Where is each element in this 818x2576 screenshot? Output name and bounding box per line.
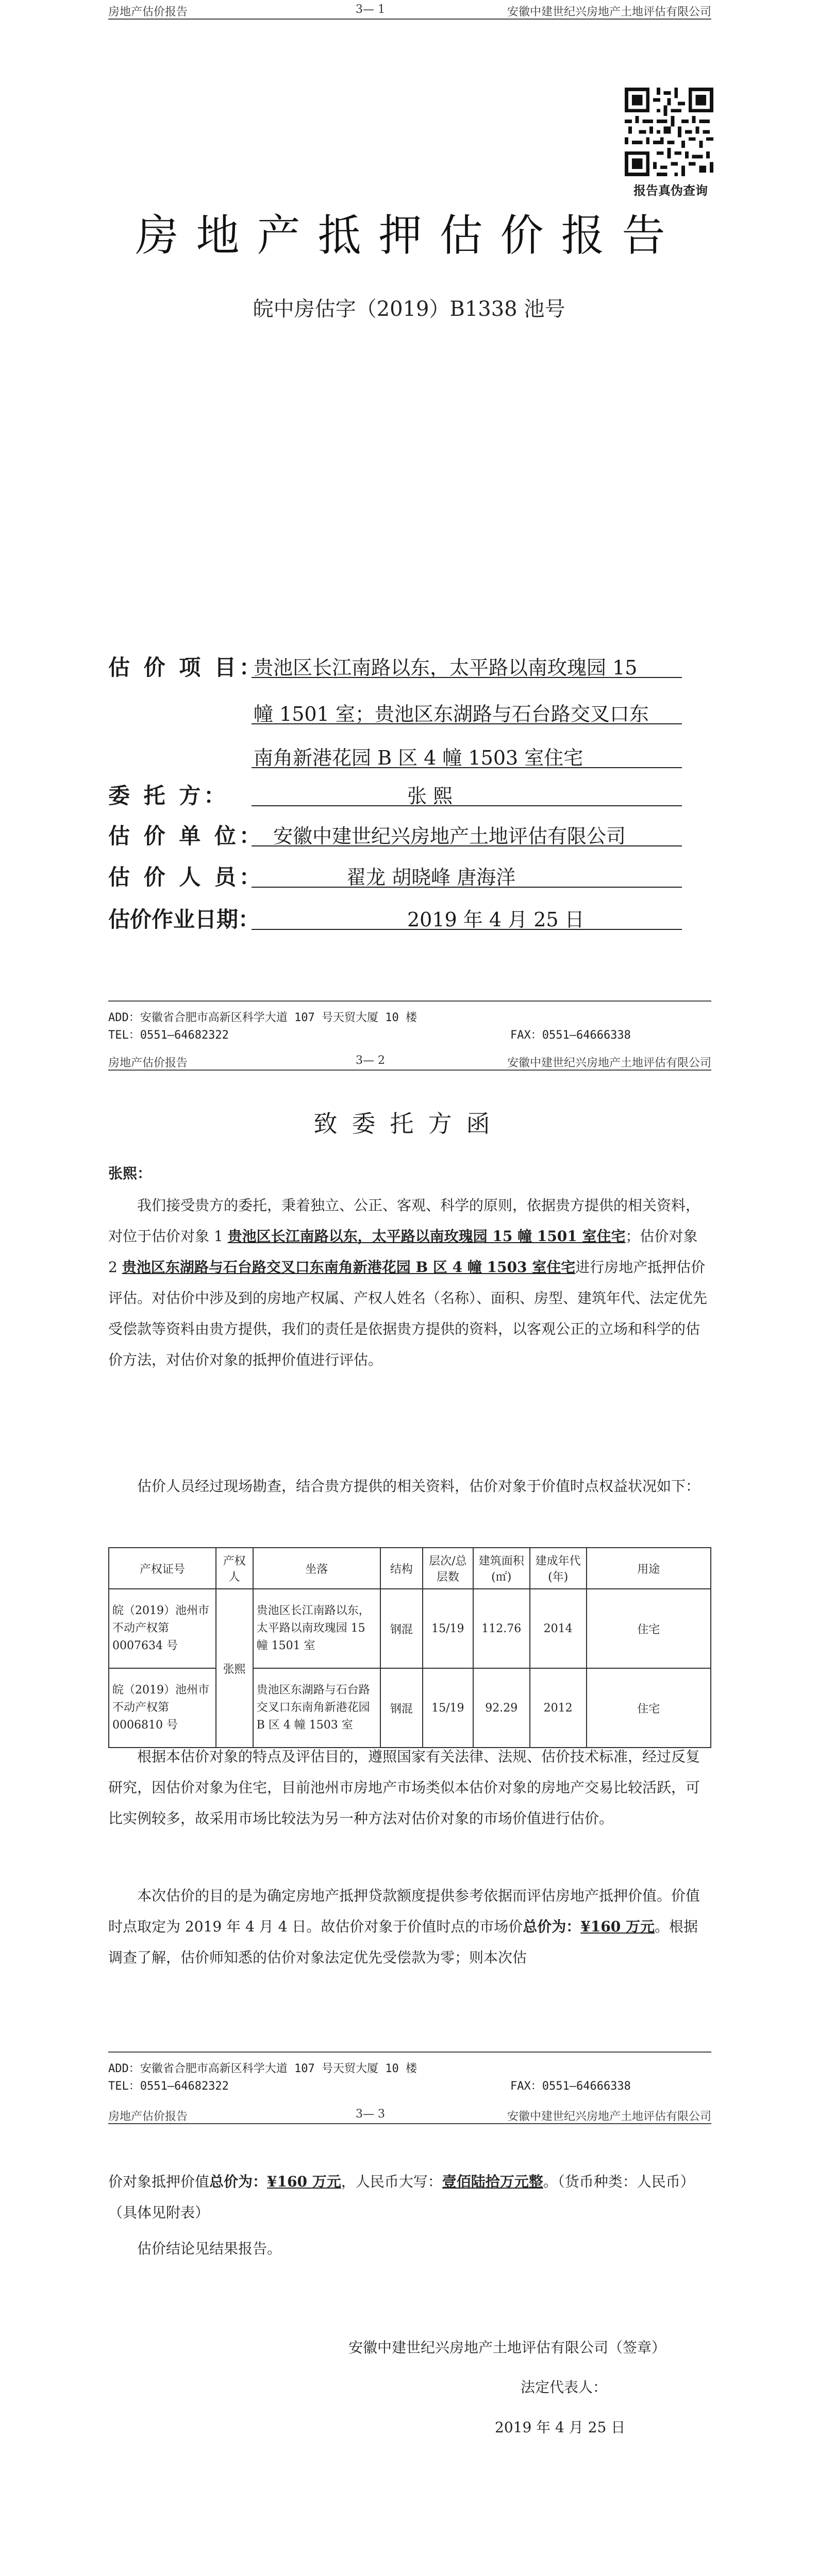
col-header: 建成年代(年) [530, 1548, 587, 1589]
signature-date: 2019 年 4 月 25 日 [495, 2419, 626, 2436]
cell-area: 92.29 [473, 1668, 530, 1748]
letter-paragraph-3: 根据本估价对象的特点及评估目的，遵照国家有关法律、法规、估价技术标准，经过反复研究，因估价对象为住宅，目前池州市房地产市场类似本估价对象的房地产交易比较活跃，可比实例较多，故采用市场比较法为另一种方法对估价对象的市场价值进行估价。 [108, 1748, 700, 1827]
cell-year: 2014 [530, 1589, 587, 1668]
document-number: 皖中房估字（2019）B1338 池号 [253, 297, 565, 321]
field-label-work-date: 估价作业日期： [108, 907, 260, 932]
cell-use: 住宅 [587, 1589, 711, 1668]
cell-floors: 15/19 [423, 1589, 473, 1668]
p5-label-total: 总价为： [209, 2173, 268, 2190]
col-header: 产权人 [216, 1548, 253, 1589]
page-footer [108, 2052, 711, 2098]
underline [252, 677, 682, 678]
footer-fax: FAX：0551—64666338 [510, 2080, 631, 2093]
signature-company: 安徽中建世纪兴房地产土地评估有限公司（签章） [348, 2339, 666, 2356]
cell-structure: 钢混 [380, 1668, 423, 1748]
letter-title: 致委托方函 [313, 1110, 505, 1138]
p4-label-total: 总价为： [523, 1918, 581, 1935]
cell-use: 住宅 [587, 1668, 711, 1748]
field-label-client: 委 托 方： [108, 783, 229, 808]
page-header [108, 2105, 711, 2124]
field-label-project: 估 价 项 目： [108, 655, 264, 680]
mortgage-value-uppercase: 壹佰陆拾万元整 [442, 2173, 543, 2190]
field-label-appraiser-unit: 估 价 单 位： [108, 823, 264, 849]
p5-text-a: 价对象抵押价值 [108, 2173, 210, 2190]
cell-owner: 张熙 [216, 1589, 253, 1748]
letter-paragraph-4 [108, 1880, 711, 1973]
page-1 [0, 0, 818, 1046]
letter-paragraph-1 [108, 1190, 711, 1376]
field-value-appraiser-unit: 安徽中建世纪兴房地产土地评估有限公司 [273, 825, 626, 848]
letter-paragraph-5 [108, 2166, 711, 2228]
header-page-number: 3— 2 [356, 1054, 385, 1067]
underline [252, 845, 682, 846]
p4-text-d: 。根据调查了解，估价师知悉的估价对象法定优先受偿款为零；则本次估 [108, 1918, 698, 1966]
p5-text-d: ，人民币大写： [341, 2173, 442, 2190]
cell-structure: 钢混 [380, 1589, 423, 1668]
table-row [109, 1589, 711, 1668]
field-value-client: 张 熙 [407, 785, 453, 807]
col-header: 坐落 [253, 1548, 380, 1589]
header-right: 安徽中建世纪兴房地产土地评估有限公司 [507, 2110, 711, 2123]
footer-tel: TEL：0551—64682322 [108, 1029, 229, 1042]
underline [252, 805, 682, 806]
letter-paragraph-6: 估价结论见结果报告。 [137, 2240, 282, 2257]
qr-caption: 报告真伪查询 [633, 183, 708, 198]
col-header: 层次/总层数 [423, 1548, 473, 1589]
header-left: 房地产估价报告 [108, 1057, 188, 1070]
cell-location: 贵池区东湖路与石台路交叉口东南角新港花园 B 区 4 幢 1503 室 [253, 1668, 380, 1748]
header-right: 安徽中建世纪兴房地产土地评估有限公司 [507, 1057, 711, 1070]
header-page-number: 3— 3 [356, 2108, 385, 2121]
page-header [108, 1051, 711, 1071]
cell-year: 2012 [530, 1668, 587, 1748]
appraisal-object-2: 贵池区东湖路与石台路交叉口东南角新港花园 B 区 4 幢 1503 室住宅 [122, 1259, 576, 1276]
underline [252, 887, 682, 888]
p1-text-a: 我们接受贵方的委托，秉着独立、公正、客观、科学的原则，依据贵方提供的相关资料，对位于估价对象 1 [108, 1197, 700, 1245]
p1-text-c: 进行房地产抵押估价评估。对估价中涉及到的房地产权属、产权人姓名（名称）、面积、房型、建筑年代、法定优先受偿款等资料由贵方提供，我们的责任是依据贵方提供的资料，以客观公正的立场和科学的估价方法，对估价对象的抵押价值进行评估。 [108, 1259, 708, 1368]
footer-fax: FAX：0551—64666338 [510, 1029, 631, 1042]
header-right: 安徽中建世纪兴房地产土地评估有限公司 [507, 6, 711, 19]
p1-text-b: ；估价对象 2 [108, 1228, 698, 1276]
col-header: 结构 [380, 1548, 423, 1589]
page-header [108, 0, 711, 20]
footer-address: ADD：安徽省合肥市高新区科学大道 107 号天贸大厦 10 楼 [108, 1011, 417, 1024]
field-label-appraisers: 估 价 人 员： [108, 865, 264, 890]
table-row [109, 1668, 711, 1748]
cell-floors: 15/19 [423, 1668, 473, 1748]
underline [252, 723, 682, 724]
cell-cert: 皖（2019）池州市不动产权第 0007634 号 [109, 1589, 216, 1668]
field-value-project-line1: 贵池区长江南路以东，太平路以南玫瑰园 15 [254, 656, 638, 679]
underline [252, 929, 682, 930]
page-footer [108, 1001, 711, 1047]
cell-location: 贵池区长江南路以东，太平路以南玫瑰园 15 幢 1501 室 [253, 1589, 380, 1668]
col-header: 建筑面积(㎡) [473, 1548, 530, 1589]
property-table [108, 1547, 711, 1748]
underline [252, 767, 682, 768]
field-value-work-date: 2019 年 4 月 25 日 [407, 908, 585, 931]
report-title: 房地产抵押估价报告 [135, 210, 683, 261]
cell-cert: 皖（2019）池州市不动产权第 0006810 号 [109, 1668, 216, 1748]
field-value-project-line2: 幢 1501 室；贵池区东湖路与石台路交叉口东 [254, 703, 649, 725]
mortgage-value-total: ¥160 万元 [267, 2173, 341, 2190]
p5-text-f: 。（货币种类：人民币）（具体见附表） [108, 2173, 695, 2221]
footer-tel: TEL：0551—64682322 [108, 2080, 229, 2093]
appraisal-object-1: 贵池区长江南路以东，太平路以南玫瑰园 15 幢 1501 室住宅 [227, 1228, 626, 1245]
letter-paragraph-2: 估价人员经过现场勘查，结合贵方提供的相关资料，估价对象于价值时点权益状况如下： [137, 1478, 700, 1495]
signature-legal-rep: 法定代表人： [521, 2379, 608, 2396]
field-value-appraisers: 翟龙 胡晓峰 唐海洋 [346, 866, 516, 889]
market-value-total: ¥160 万元 [580, 1918, 655, 1935]
letter-salutation: 张熙： [108, 1165, 152, 1182]
col-header: 用途 [587, 1548, 711, 1589]
header-left: 房地产估价报告 [108, 6, 188, 19]
p4-text-a: 本次估价的目的是为确定房地产抵押贷款额度提供参考依据而评估房地产抵押价值。价值时点取定为 2019 年 4 月 4 日。故估价对象于价值时点的市场价 [108, 1887, 700, 1935]
col-header: 产权证号 [109, 1548, 216, 1589]
cell-area: 112.76 [473, 1589, 530, 1668]
field-value-project-line3: 南角新港花园 B 区 4 幢 1503 室住宅 [254, 747, 583, 769]
footer-address: ADD：安徽省合肥市高新区科学大道 107 号天贸大厦 10 楼 [108, 2062, 417, 2075]
header-page-number: 3— 1 [356, 3, 385, 16]
header-left: 房地产估价报告 [108, 2110, 188, 2123]
table-header-row [109, 1548, 711, 1589]
qr-code-icon [625, 88, 713, 176]
